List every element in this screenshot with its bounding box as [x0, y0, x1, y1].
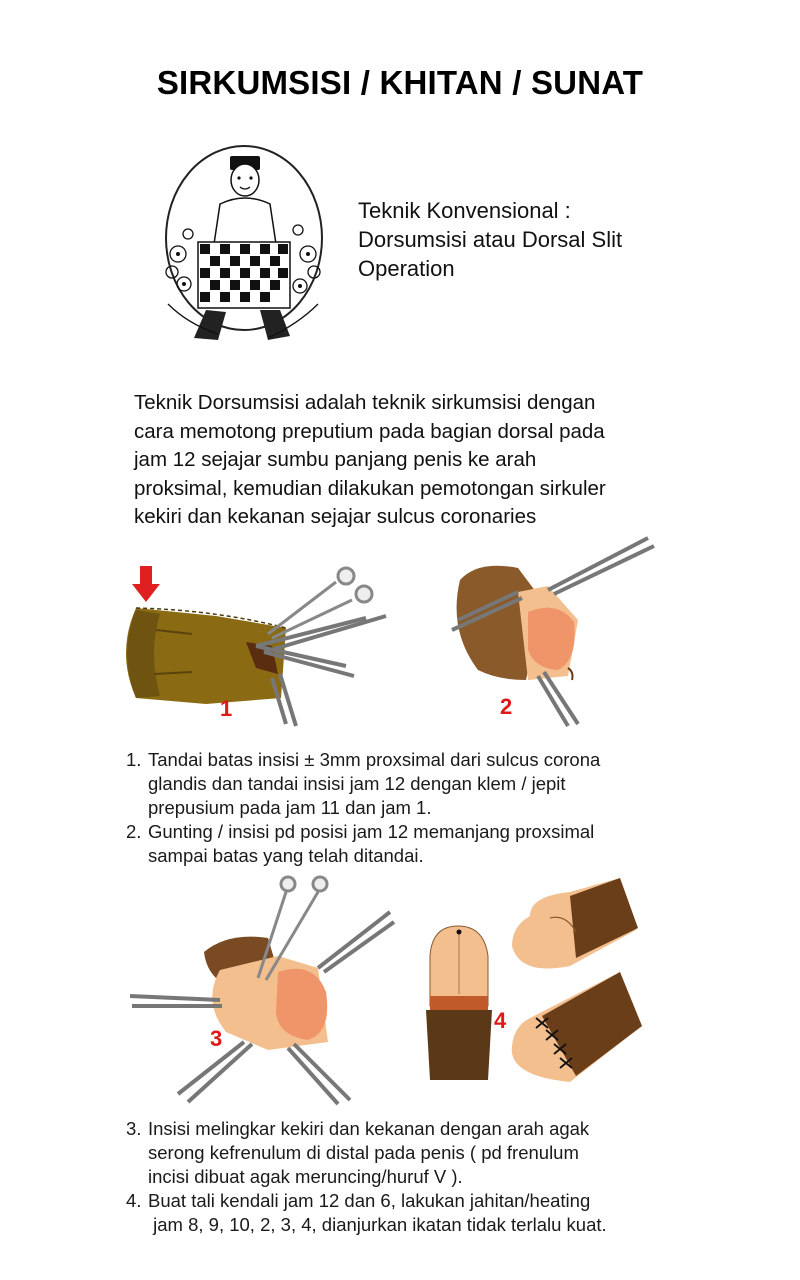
step-number: 2.: [126, 821, 142, 842]
step-line: Insisi melingkar kekiri dan kekanan dengan arah agak: [148, 1118, 590, 1139]
step-item: [126, 1117, 686, 1189]
step-line: jam 8, 9, 10, 2, 3, 4, dianjurkan ikatan tidak terlalu kuat.: [148, 1214, 607, 1235]
step-text: [148, 748, 600, 820]
step-text: [148, 1189, 607, 1237]
step-line: incisi dibuat agak meruncing/huruf V ).: [148, 1166, 463, 1187]
step-number: 1.: [126, 749, 142, 770]
figure-label-2: 2: [500, 694, 513, 719]
step-line: Tandai batas insisi ± 3mm proxsimal dari sulcus corona: [148, 749, 601, 770]
step-line: Buat tali kendali jam 12 dan 6, lakukan jahitan/heating: [148, 1190, 591, 1211]
steps-list-1-2: [126, 748, 686, 868]
figure-4-stitching: [420, 876, 660, 1112]
figure-label-1: 1: [220, 696, 233, 721]
page-title: SIRKUMSISI / KHITAN / SUNAT: [156, 64, 644, 101]
figure-3-circular-incision: [128, 872, 398, 1108]
step-text: [148, 1117, 589, 1189]
description-line: jam 12 sejajar sumbu panjang penis ke arah: [134, 448, 537, 471]
figure-label-4: 4: [494, 1008, 507, 1033]
step-line: glandis dan tandai insisi jam 12 dengan klem / jepit: [148, 773, 566, 794]
technique-heading: [358, 196, 678, 283]
step-item: [126, 1189, 686, 1237]
technique-line-2: Dorsumsisi atau Dorsal Slit: [358, 227, 623, 252]
technique-line-1: Teknik Konvensional :: [358, 198, 571, 223]
boy-illustration: [148, 134, 336, 374]
step-line: prepusium pada jam 11 dan jam 1.: [148, 797, 432, 818]
description-line: cara memotong preputium pada bagian dorsal pada: [134, 419, 605, 443]
technique-line-3: Operation: [358, 256, 455, 281]
step-number: 3.: [126, 1118, 142, 1139]
steps-list-3-4: [126, 1117, 686, 1237]
red-down-arrow-icon: [132, 566, 160, 602]
description-line: kekiri dan kekanan sejajar sulcus coronaries: [134, 505, 537, 528]
step-line: serong kefrenulum di distal pada penis ( pd frenulum: [148, 1142, 579, 1163]
step-line: Gunting / insisi pd posisi jam 12 memanjang proxsimal: [148, 821, 595, 842]
step-item: [126, 748, 686, 820]
step-item: [126, 820, 686, 868]
step-text: [148, 820, 594, 868]
description-line: proksimal, kemudian dilakukan pemotongan sirkuler: [134, 476, 606, 500]
description-line: Teknik Dorsumsisi adalah teknik sirkumsisi dengan: [134, 391, 596, 414]
step-number: 4.: [126, 1190, 142, 1211]
step-line: sampai batas yang telah ditandai.: [148, 845, 424, 866]
figure-2-dorsal-cut: [418, 530, 668, 740]
technique-description: [134, 389, 694, 532]
figure-label-3: 3: [210, 1026, 223, 1051]
figure-1-mark-incision: [96, 548, 406, 748]
